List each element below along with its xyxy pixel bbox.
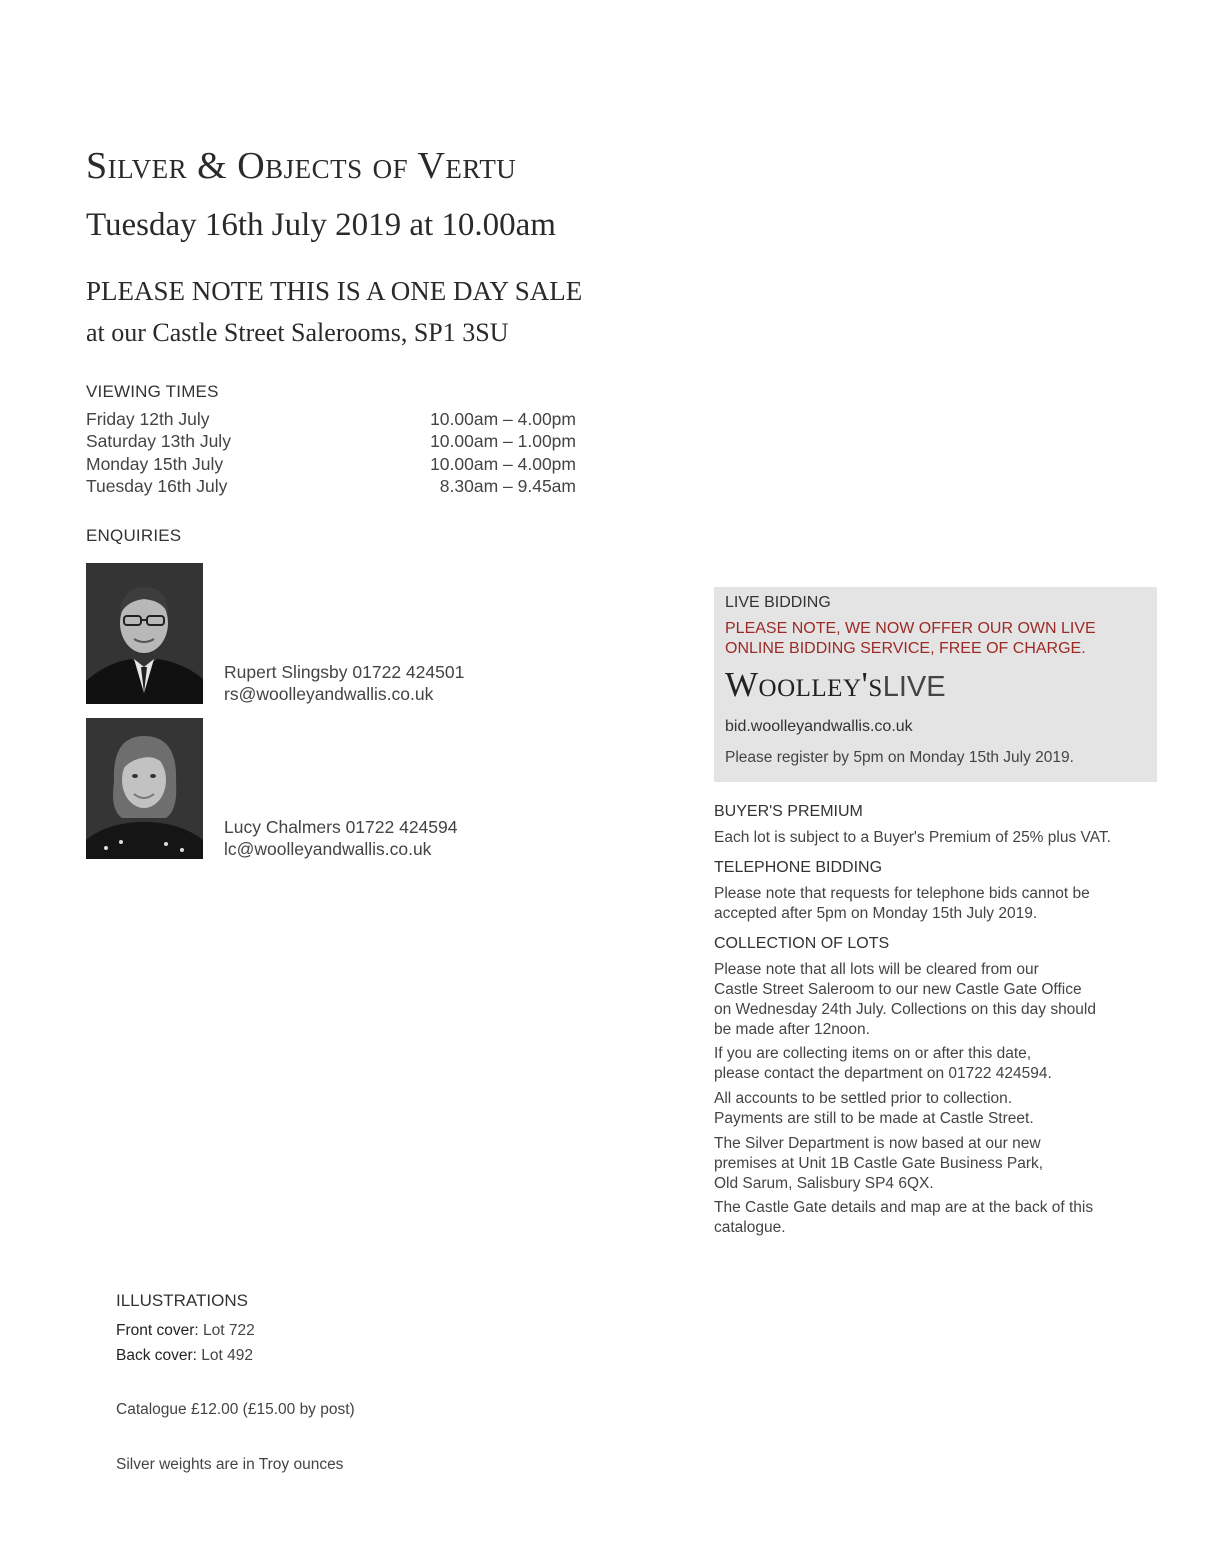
viewing-time: 10.00am – 4.00pm <box>430 409 576 429</box>
text-line: on Wednesday 24th July. Collections on this day should <box>714 1001 1096 1018</box>
contact-name-phone: Rupert Slingsby 01722 424501 <box>224 662 465 682</box>
text-line: please contact the department on 01722 424594. <box>714 1065 1052 1082</box>
text-line: Payments are still to be made at Castle Street. <box>714 1110 1034 1127</box>
buyers-premium-heading: BUYER'S PREMIUM <box>714 803 863 820</box>
text-line: Castle Street Saleroom to our new Castle Gate Office <box>714 981 1082 998</box>
live-notice-line: ONLINE BIDDING SERVICE, FREE OF CHARGE. <box>725 640 1086 657</box>
buyers-premium-text: Each lot is subject to a Buyer's Premium of 25% plus VAT. <box>714 829 1111 846</box>
viewing-row <box>86 453 576 475</box>
collection-heading: COLLECTION OF LOTS <box>714 935 890 952</box>
front-cover-label: Front cover: <box>116 1322 199 1339</box>
collection-para-4 <box>714 1134 1159 1194</box>
illustrations-heading: ILLUSTRATIONS <box>116 1291 248 1310</box>
catalogue-price: Catalogue £12.00 (£15.00 by post) <box>116 1401 355 1418</box>
back-cover-label: Back cover: <box>116 1347 197 1364</box>
live-bidding-register: Please register by 5pm on Monday 15th July 2019. <box>725 749 1074 766</box>
logo-main-text: Woolley's <box>725 665 883 704</box>
collection-para-2 <box>714 1044 1159 1084</box>
viewing-times-heading: VIEWING TIMES <box>86 382 219 401</box>
viewing-day: Tuesday 16th July <box>86 475 228 496</box>
collection-para-5 <box>714 1198 1159 1238</box>
portrait-man-icon <box>86 563 203 704</box>
telephone-bidding-heading: TELEPHONE BIDDING <box>714 859 883 876</box>
one-day-sale-note: PLEASE NOTE THIS IS A ONE DAY SALE <box>86 276 583 306</box>
viewing-times-table <box>86 408 576 497</box>
viewing-day: Friday 12th July <box>86 409 210 429</box>
telephone-bidding-text <box>714 884 1159 924</box>
contact-photo-lucy <box>86 718 203 859</box>
contact-email[interactable]: lc@woolleyandwallis.co.uk <box>224 839 432 859</box>
collection-para-3 <box>714 1089 1159 1129</box>
portrait-woman-icon <box>86 718 203 859</box>
contact-photo-rupert <box>86 563 203 704</box>
viewing-row <box>86 475 576 497</box>
sale-venue: at our Castle Street Salerooms, SP1 3SU <box>86 318 509 347</box>
live-bidding-url[interactable]: bid.woolleyandwallis.co.uk <box>725 718 913 735</box>
live-bidding-box <box>714 587 1157 782</box>
enquiries-heading: ENQUIRIES <box>86 526 182 545</box>
viewing-time: 8.30am – 9.45am <box>439 475 576 496</box>
back-cover-value: Lot 492 <box>201 1347 254 1364</box>
viewing-time: 10.00am – 1.00pm <box>430 431 576 452</box>
live-bidding-notice <box>725 619 1145 659</box>
text-line: All accounts to be settled prior to collection. <box>714 1090 1013 1107</box>
collection-para-1 <box>714 960 1159 1040</box>
logo-live-text: LIVE <box>882 671 946 703</box>
silver-weights-note: Silver weights are in Troy ounces <box>116 1456 344 1473</box>
text-line: Please note that all lots will be cleared from our <box>714 961 1039 978</box>
text-line: be made after 12noon. <box>714 1021 870 1038</box>
viewing-row <box>86 430 576 452</box>
viewing-day: Saturday 13th July <box>86 431 231 452</box>
contact-lucy <box>224 816 458 860</box>
contact-name-phone: Lucy Chalmers 01722 424594 <box>224 817 458 837</box>
page-title: Silver & Objects of Vertu <box>86 145 517 187</box>
sale-date: Tuesday 16th July 2019 at 10.00am <box>86 207 556 243</box>
back-cover-line <box>116 1347 253 1365</box>
text-line: If you are collecting items on or after this date, <box>714 1045 1032 1062</box>
text-line: premises at Unit 1B Castle Gate Business Park, <box>714 1155 1044 1172</box>
contact-email[interactable]: rs@woolleyandwallis.co.uk <box>224 684 434 704</box>
text-line: Old Sarum, Salisbury SP4 6QX. <box>714 1175 934 1192</box>
live-bidding-heading: LIVE BIDDING <box>725 594 831 611</box>
woolleys-live-logo <box>725 665 946 705</box>
contact-rupert <box>224 661 464 705</box>
text-line: catalogue. <box>714 1219 786 1236</box>
text-line: The Silver Department is now based at our new <box>714 1135 1041 1152</box>
viewing-time: 10.00am – 4.00pm <box>430 453 576 474</box>
viewing-row <box>86 408 576 430</box>
live-notice-line: PLEASE NOTE, WE NOW OFFER OUR OWN LIVE <box>725 620 1096 637</box>
front-cover-value: Lot 722 <box>203 1322 255 1339</box>
front-cover-line <box>116 1322 255 1340</box>
viewing-day: Monday 15th July <box>86 453 224 474</box>
text-line: accepted after 5pm on Monday 15th July 2019. <box>714 905 1038 922</box>
text-line: The Castle Gate details and map are at the back of this <box>714 1199 1094 1216</box>
text-line: Please note that requests for telephone bids cannot be <box>714 885 1090 902</box>
